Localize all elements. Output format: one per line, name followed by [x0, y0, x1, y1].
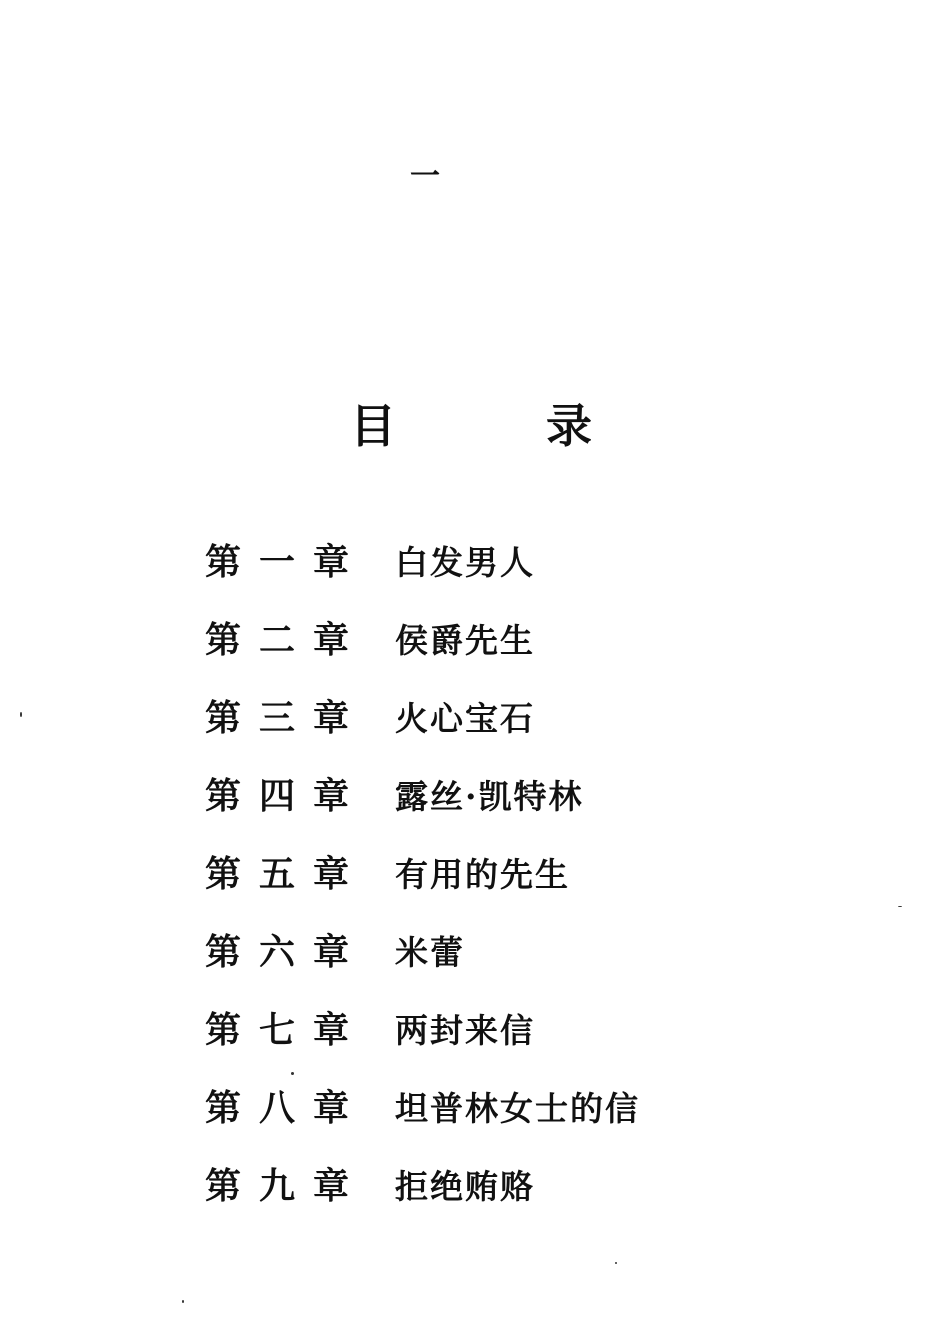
page-number: 一: [410, 159, 440, 194]
chapter-number: 第一章: [205, 541, 368, 583]
toc-entry: [0, 1156, 935, 1234]
toc-entry: [0, 1078, 935, 1156]
toc-entry: [0, 688, 935, 766]
toc-heading-char-1: 目: [350, 399, 396, 453]
chapter-number: 第五章: [205, 853, 368, 895]
toc-entry: [0, 922, 935, 1000]
toc-entry: [0, 1000, 935, 1078]
toc-entry: [0, 844, 935, 922]
scan-speck: [291, 1072, 294, 1075]
chapter-number: 第六章: [205, 931, 368, 973]
chapter-title: 米蕾: [395, 933, 465, 972]
chapter-number: 第三章: [205, 697, 368, 739]
chapter-title: 拒绝贿赂: [395, 1167, 535, 1206]
chapter-number: 第二章: [205, 619, 368, 661]
chapter-number: 第九章: [205, 1165, 368, 1207]
chapter-title: 白发男人: [395, 543, 535, 582]
toc-entry: [0, 610, 935, 688]
chapter-title: 有用的先生: [395, 855, 570, 894]
chapter-title: 侯爵先生: [395, 621, 535, 660]
toc-entry: [0, 532, 935, 610]
toc-heading-char-2: 录: [546, 399, 592, 453]
toc-entry: [0, 766, 935, 844]
toc-heading: [350, 398, 600, 454]
chapter-title: 两封来信: [395, 1011, 535, 1050]
scan-speck: [20, 712, 22, 717]
chapter-number: 第七章: [205, 1009, 368, 1051]
chapter-number: 第四章: [205, 775, 368, 817]
chapter-title: 露丝·凯特林: [395, 777, 584, 816]
chapter-number: 第八章: [205, 1087, 368, 1129]
scan-speck: [182, 1300, 184, 1303]
toc-list: [0, 532, 935, 1234]
chapter-title: 火心宝石: [395, 699, 535, 738]
chapter-title: 坦普林女士的信: [395, 1089, 640, 1128]
scan-speck: [898, 906, 902, 907]
scan-speck: [615, 1262, 617, 1264]
